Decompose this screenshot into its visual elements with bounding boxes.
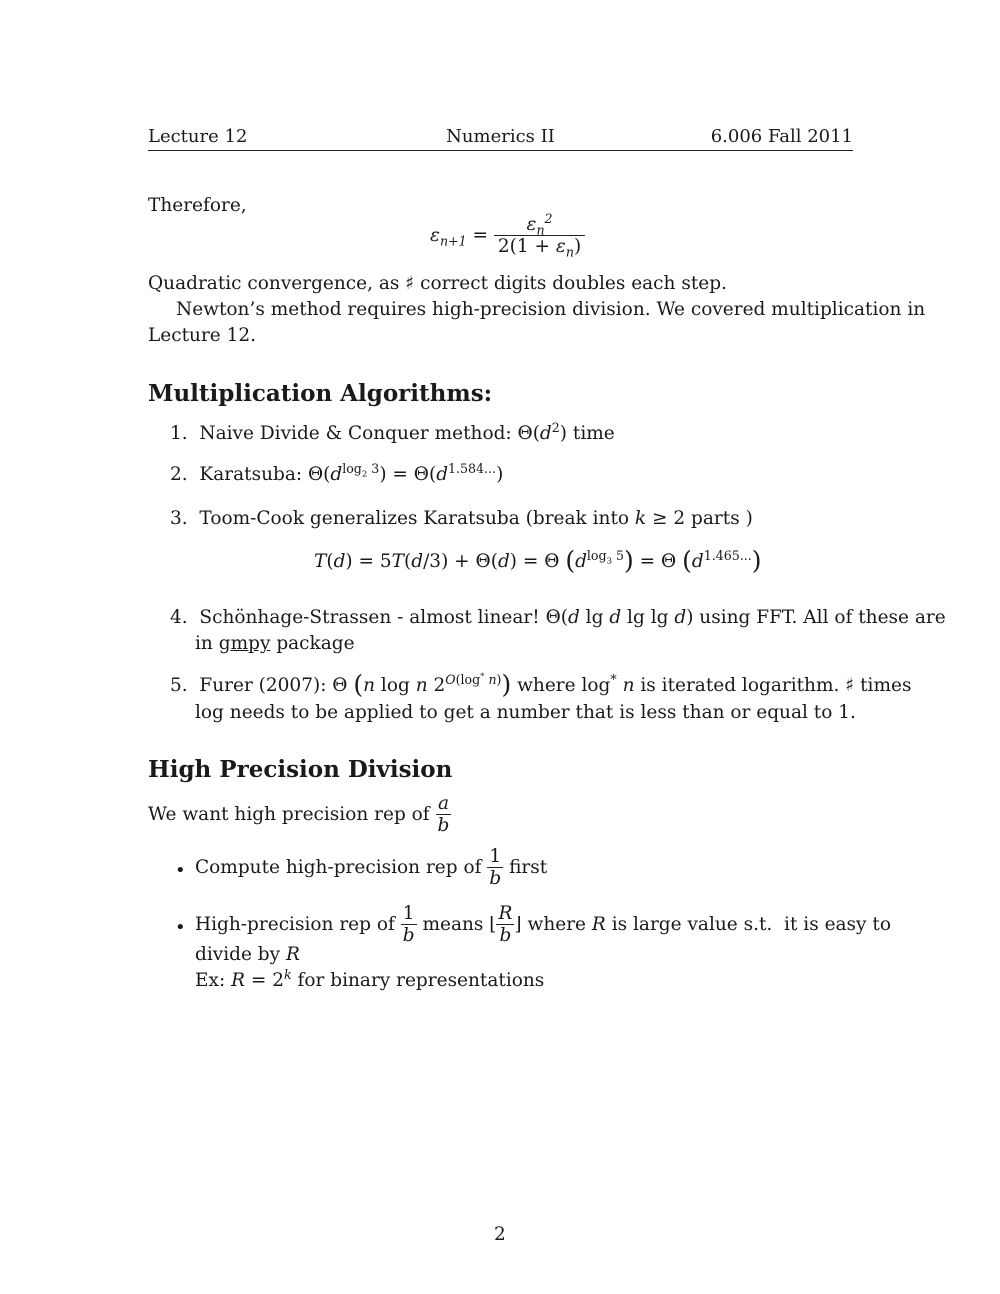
newton-text-line1: Newton’s method requires high-precision division. We covered multiplication in xyxy=(176,299,926,320)
quadratic-text: Quadratic convergence, as ♯ correct digits doubles each step. xyxy=(148,273,727,294)
mult-item-2: 2. Karatsuba: $\Theta(d^{log_2 3}) = \Theta(d^{1.584...})$ xyxy=(170,460,504,485)
mult-item-1: 1. Naive Divide & Conquer method: $\Theta(d^2)$ time xyxy=(170,419,615,444)
header-title: Numerics II xyxy=(446,126,555,147)
bullet-dot: • xyxy=(175,917,186,938)
bullet-2-line1: High-precision rep of $\frac{1}{b}$ means ⌊ $\frac{R}{b}$ ⌋ where R is large value s.t. it is easy to xyxy=(195,903,891,946)
bullet-1: Compute high-precision rep of $\frac{1}{b}$ first xyxy=(195,846,548,889)
toom-cook-equation: T(d) = 5T(d/3) + Θ(d) = Θ $(d^{log_3 5}) = \Theta$ $(d^{1.465...})$ xyxy=(314,546,762,575)
mult-item-4-line2: in gmpy package xyxy=(195,633,355,654)
div-intro: We want high precision rep of $\frac{a}{b}$ xyxy=(148,793,450,836)
mult-item-5-line1: 5. Furer (2007): Θ (n log n $2^{O(log^* n)}$) where log* n is iterated logarithm. ♯ times xyxy=(170,670,912,699)
header-lecture: Lecture 12 xyxy=(148,126,248,147)
div-heading: High Precision Division xyxy=(148,756,453,783)
bullet-dot: • xyxy=(175,860,186,881)
mult-item-5-line2: log needs to be applied to get a number that is less than or equal to 1. xyxy=(195,702,856,723)
gmpy-package-name: gmpy xyxy=(218,633,271,654)
mult-item-3: 3. Toom-Cook generalizes Karatsuba (break into k ≥ 2 parts ) xyxy=(170,508,753,529)
header-course: 6.006 Fall 2011 xyxy=(710,126,853,147)
page-number: 2 xyxy=(494,1224,506,1245)
bullet-2-line2: divide by R xyxy=(195,944,300,965)
newton-text-line2: Lecture 12. xyxy=(148,325,257,346)
mult-item-4-line1: 4. Schönhage-Strassen - almost linear! Θ(d lg d lg lg d) using FFT. All of these are xyxy=(170,607,946,628)
therefore-text: Therefore, xyxy=(148,195,247,216)
convergence-equation: $\varepsilon_{n+1}$ = $\frac{\varepsilon_n^2}{2(1 + \varepsilon_n)}$ xyxy=(430,214,585,257)
mult-heading: Multiplication Algorithms: xyxy=(148,380,493,407)
bullet-2-line3: Ex: $R = 2^k$ for binary representations xyxy=(195,966,545,991)
page-header xyxy=(148,126,853,151)
